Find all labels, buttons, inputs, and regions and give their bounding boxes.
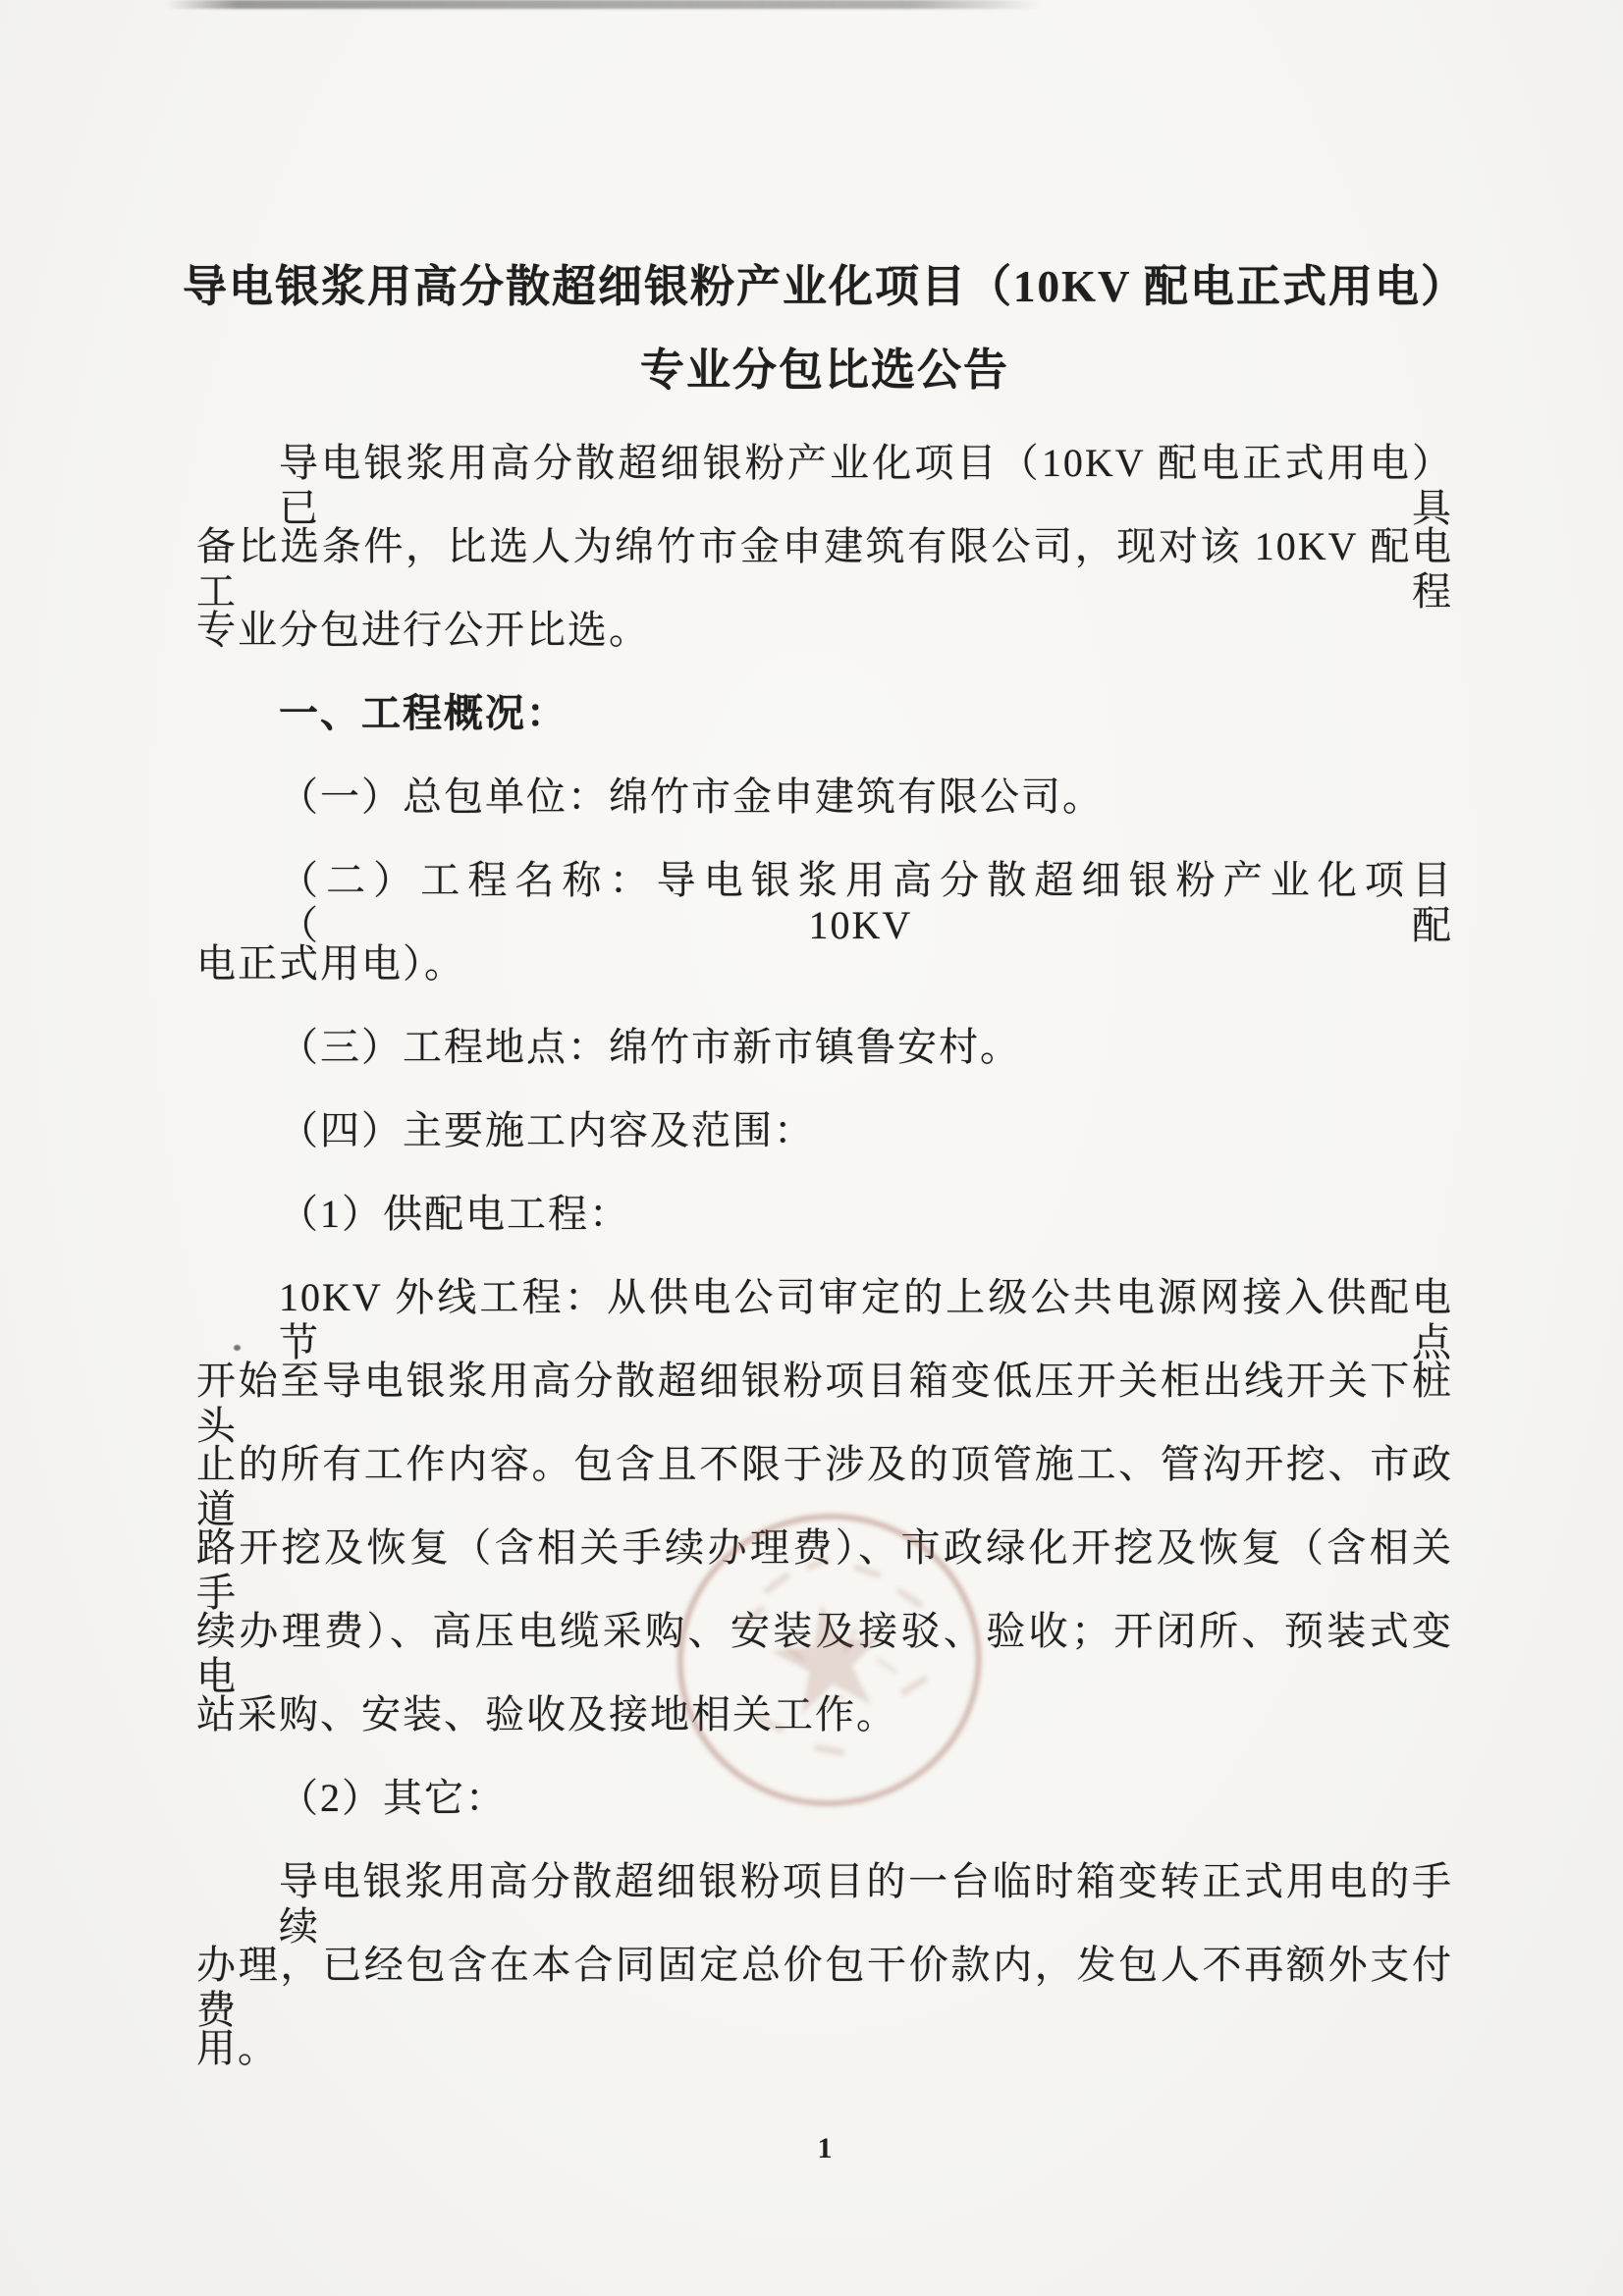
scan-artifact-strip [167, 0, 1041, 9]
document-title-line-2: 专业分包比选公告 [639, 346, 1009, 395]
body-line: 办理，已经包含在本合同固定总价包干价款内，发包人不再额外支付费 [196, 1943, 1453, 2032]
body-line: 用。 [196, 2026, 279, 2070]
body-line: 电正式用电）。 [196, 941, 465, 986]
ink-speck [234, 1345, 241, 1351]
page-number: 1 [817, 2132, 833, 2164]
body-line: 止的所有工作内容。包含且不限于涉及的顶管施工、管沟开挖、市政道 [196, 1442, 1453, 1531]
body-line: （三）工程地点：绵竹市新市镇鲁安村。 [279, 1025, 1021, 1069]
body-line: 开始至导电银浆用高分散超细银粉项目箱变低压开关柜出线开关下桩头 [196, 1359, 1453, 1448]
body-line: （二）工程名称：导电银浆用高分散超细银粉产业化项目（10KV 配 [279, 858, 1453, 947]
body-line: （2）其它： [279, 1776, 507, 1820]
section-heading: 一、工程概况： [279, 691, 568, 735]
body-line: 10KV 外线工程：从供电公司审定的上级公共电源网接入供配电节点 [279, 1275, 1453, 1364]
body-line: 专业分包进行公开比选。 [196, 608, 650, 652]
body-line: （1）供配电工程： [279, 1192, 630, 1236]
body-line: 续办理费）、高压电缆采购、安装及接驳、验收；开闭所、预装式变电 [196, 1609, 1453, 1698]
body-line: 备比选条件，比选人为绵竹市金申建筑有限公司，现对该 10KV 配电工程 [196, 524, 1453, 614]
document-title-line-1: 导电银浆用高分散超细银粉产业化项目（10KV 配电正式用电） [183, 262, 1467, 311]
body-line: 导电银浆用高分散超细银粉产业化项目（10KV 配电正式用电）已具 [279, 441, 1453, 530]
body-line: 站采购、安装、验收及接地相关工作。 [196, 1692, 897, 1736]
body-line: （四）主要施工内容及范围： [279, 1108, 815, 1152]
body-line: 路开挖及恢复（含相关手续办理费）、市政绿化开挖及恢复（含相关手 [196, 1525, 1453, 1615]
body-line: 导电银浆用高分散超细银粉项目的一台临时箱变转正式用电的手续 [279, 1859, 1453, 1949]
body-line: （一）总包单位：绵竹市金申建筑有限公司。 [279, 774, 1104, 819]
